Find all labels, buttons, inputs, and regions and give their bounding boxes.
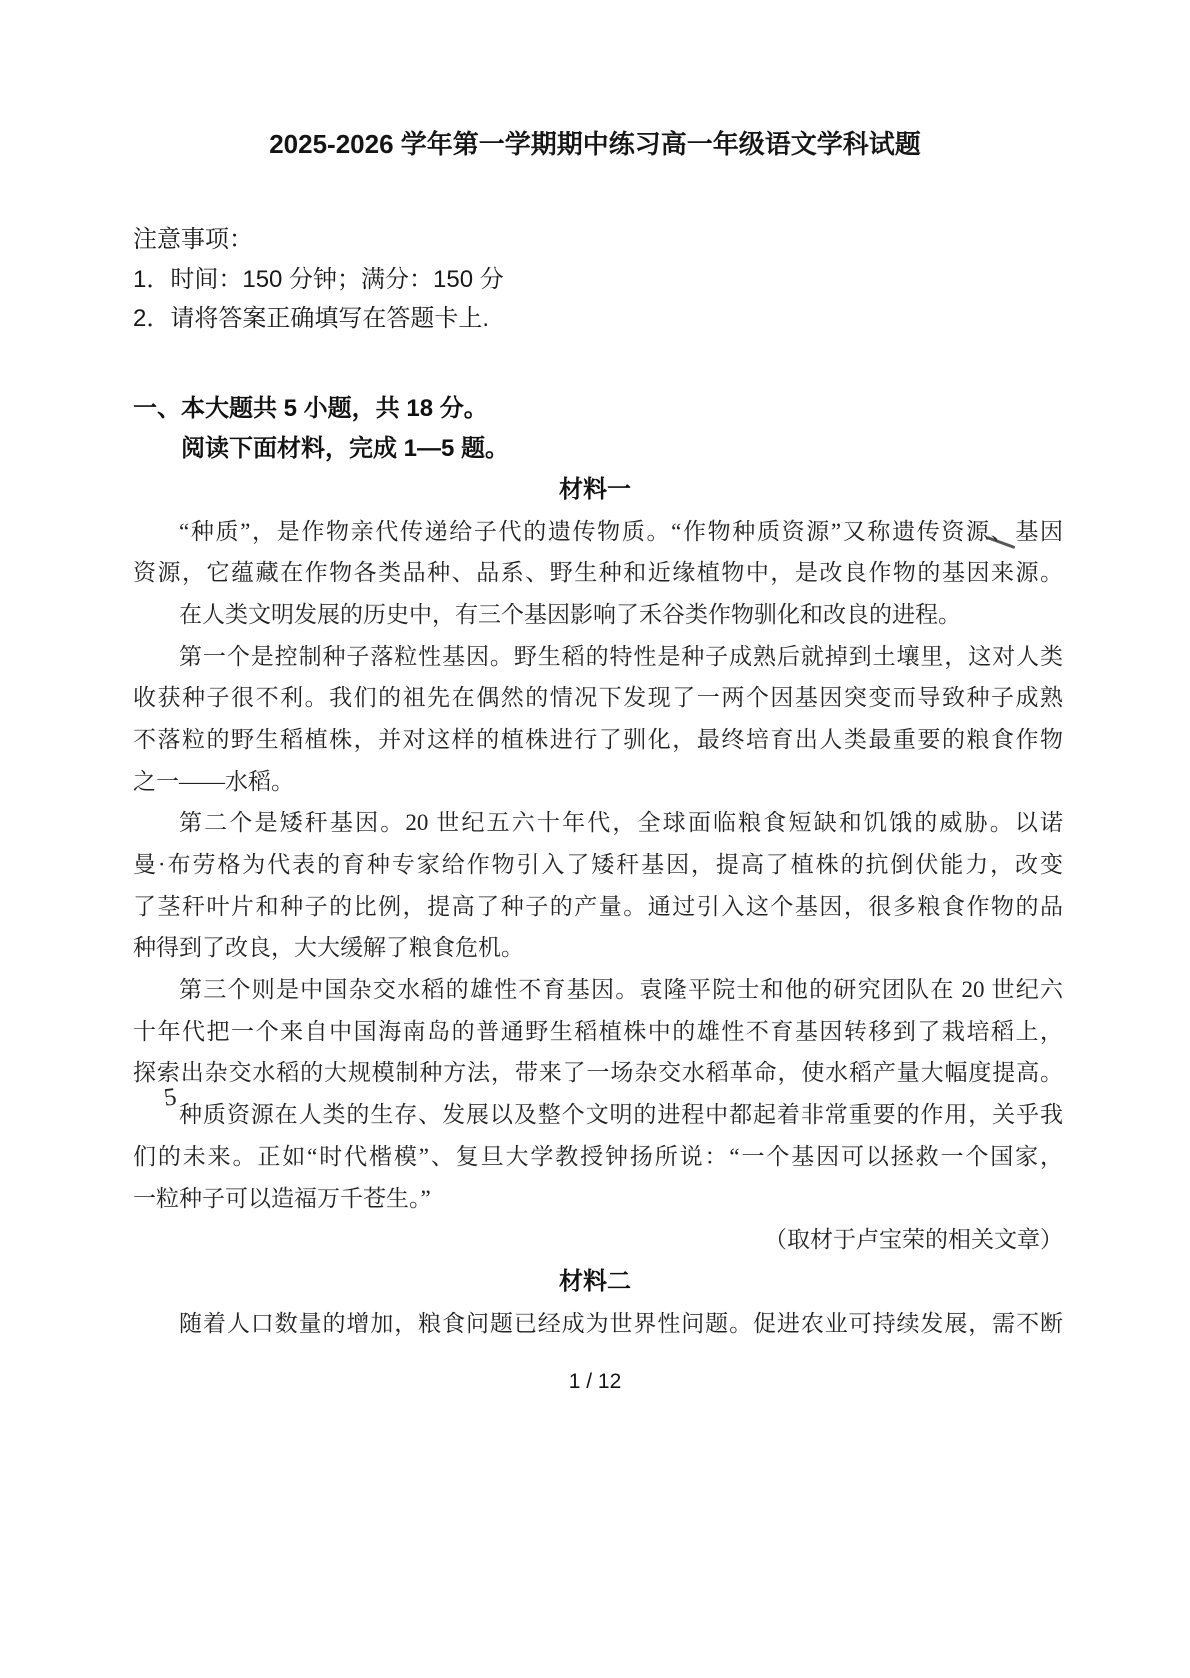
body-line: 十年代把一个来自中国海南岛的普通野生稻植株中的雄性不育基因转移到了栽培稻上， [133, 1018, 1063, 1044]
body-line: 种得到了改良，大大缓解了粮食危机。 [133, 935, 524, 961]
body-line: 不落粒的野生稻植株，并对这样的植株进行了驯化，最终培育出人类最重要的粮食作物 [133, 726, 1063, 752]
page-number: 1 / 12 [568, 1370, 622, 1393]
body-line: 资源，它蕴藏在作物各类品种、品系、野生种和近缘植物中，是改良作物的基因来源。 [133, 560, 1063, 586]
material-two-body [133, 1303, 1063, 1345]
notice-section [133, 220, 1190, 339]
notice-heading: 注意事项： [133, 226, 253, 253]
handwritten-note-5: 5 [162, 1083, 179, 1112]
body-line: 第三个则是中国杂交水稻的雄性不育基因。袁隆平院士和他的研究团队在 20 世纪六 [179, 977, 1063, 1003]
body-line: 一粒种子可以造福万千苍生。” [133, 1185, 431, 1211]
material-one-heading: 材料一 [559, 475, 631, 503]
body-line: 探索出杂交水稻的大规模制种方法，带来了一场杂交水稻革命，使水稻产量大幅度提高。 [133, 1060, 1063, 1086]
body-line: 随着人口数量的增加，粮食问题已经成为世界性问题。促进农业可持续发展，需不断 [179, 1310, 1063, 1336]
body-line: 们的未来。正如“时代楷模”、复旦大学教授钟扬所说：“一个基因可以拯救一个国家， [133, 1143, 1063, 1169]
page-title: 2025-2026 学年第一学期期中练习高一年级语文学科试题 [269, 129, 921, 159]
material-one-attribution: （取材于卢宝荣的相关文章） [764, 1227, 1063, 1253]
section-one-instruction: 阅读下面材料，完成 1—5 题。 [181, 434, 510, 462]
material-one-body [133, 511, 1063, 1220]
body-line: 种质资源在人类的生存、发展以及整个文明的进程中都起着非常重要的作用，关乎我 [179, 1102, 1063, 1128]
body-line: 之一——水稻。 [133, 768, 294, 794]
body-line: 第一个是控制种子落粒性基因。野生稻的特性是种子成熟后就掉到土壤里，这对人类 [179, 643, 1063, 669]
body-line: 收获种子很不利。我们的祖先在偶然的情况下发现了一两个因基因突变而导致种子成熟 [133, 685, 1063, 711]
body-line: 在人类文明发展的历史中，有三个基因影响了禾谷类作物驯化和改良的进程。 [179, 601, 961, 627]
body-line: 第二个是矮秆基因。20 世纪五六十年代，全球面临粮食短缺和饥饿的威胁。以诺 [179, 810, 1063, 836]
section-one-heading: 一、本大题共 5 小题，共 18 分。 [133, 394, 488, 422]
notice-item-time: 1．时间：150 分钟；满分：150 分 [133, 265, 504, 293]
body-line: 曼·布劳格为代表的育种专家给作物引入了矮秆基因，提高了植株的抗倒伏能力，改变 [133, 852, 1063, 877]
body-line: 了茎秆叶片和种子的比例，提高了种子的产量。通过引入这个基因，很多粮食作物的品 [133, 893, 1063, 919]
body-line: “种质”，是作物亲代传递给子代的遗传物质。“作物种质资源”又称遗传资源、基因 [179, 518, 1063, 544]
material-two-heading: 材料二 [559, 1267, 631, 1295]
notice-item-answer-sheet: 2．请将答案正确填写在答题卡上. [133, 305, 490, 332]
